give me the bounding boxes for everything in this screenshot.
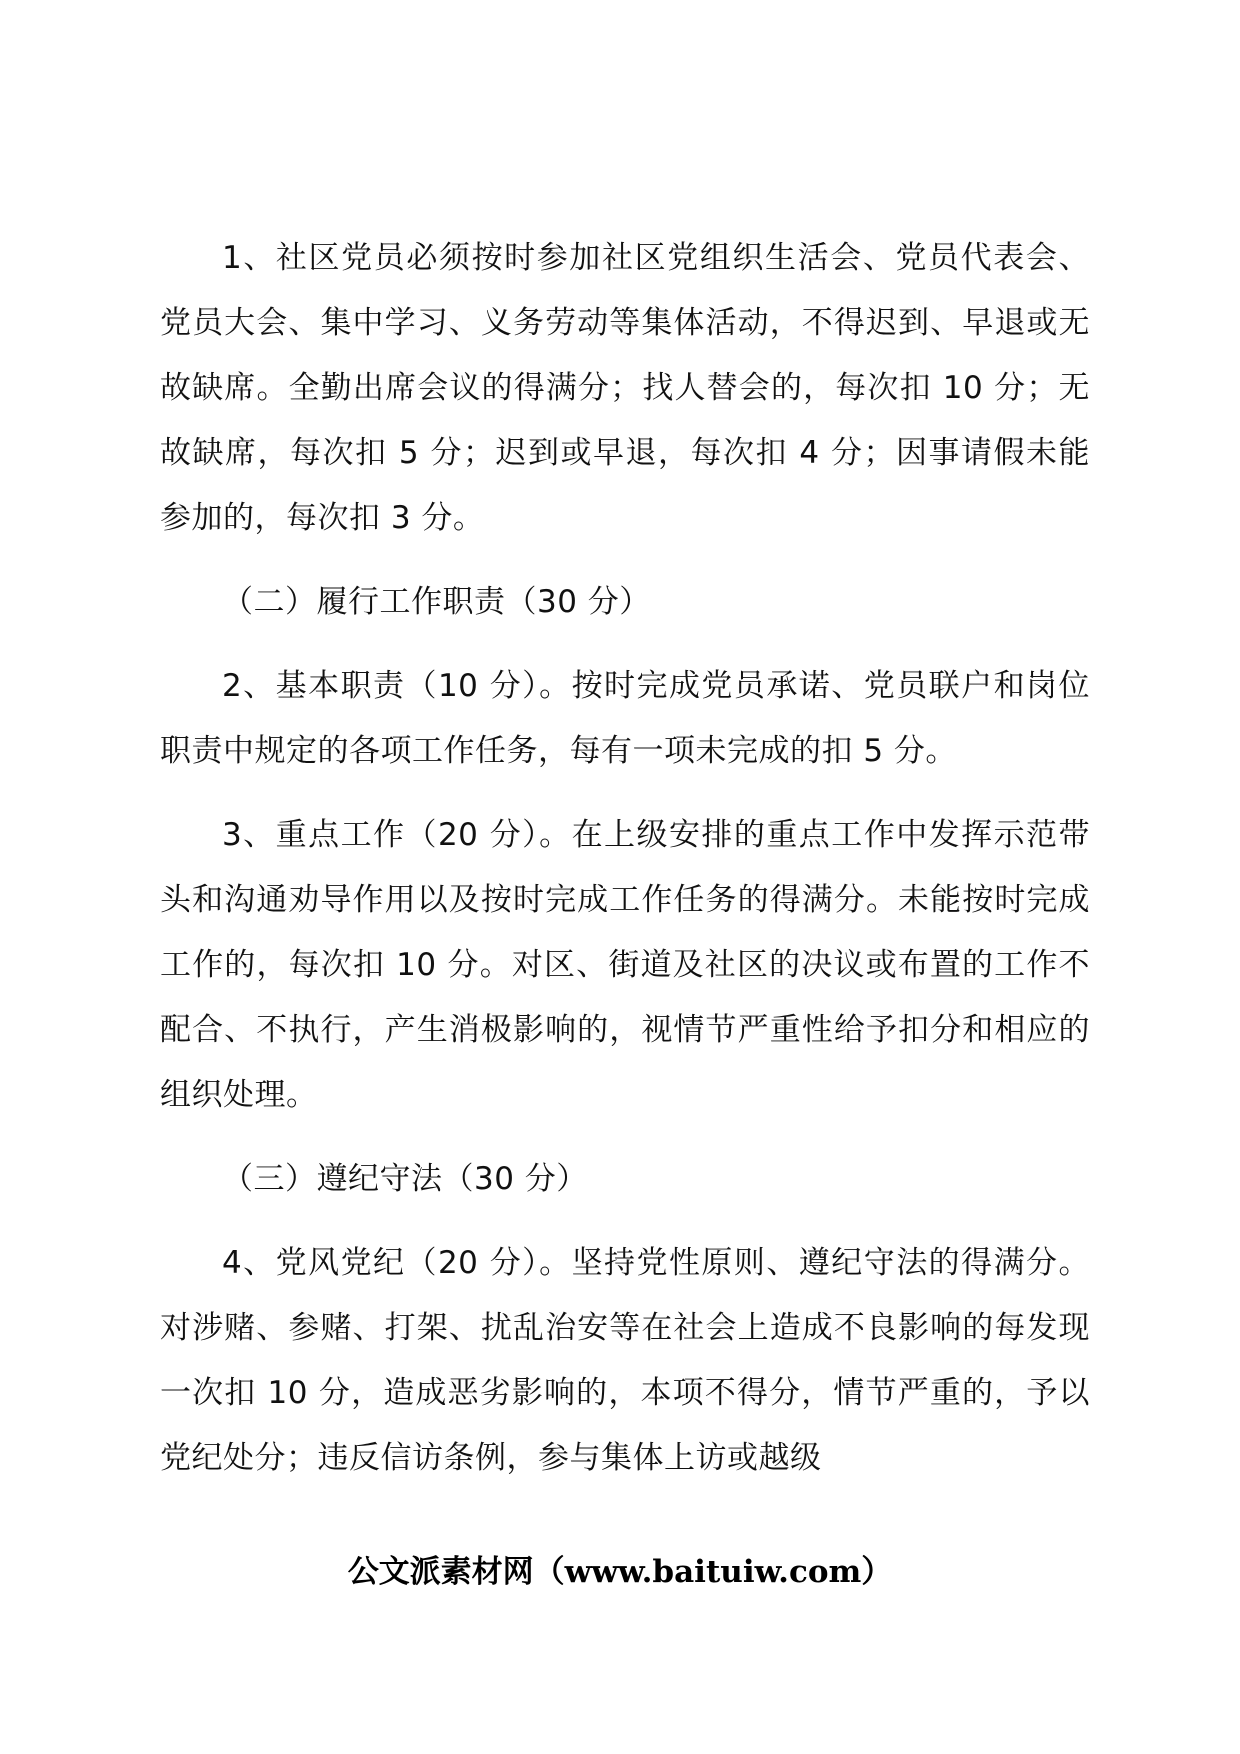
- paragraph-key-work: 3、重点工作（20 分）。在上级安排的重点工作中发挥示范带头和沟通劝导作用以及按时完成工作任务的得满分。未能按时完成工作的，每次扣 10 分。对区、街道及社区的决议或布置的工作不配合、不执行，产生消极影响的，视情节严重性给予扣分和相应的组织处理。: [160, 817, 1090, 1113]
- paragraph-party-discipline: 4、党风党纪（20 分）。坚持党性原则、遵纪守法的得满分。对涉赌、参赌、打架、扰乱治安等在社会上造成不良影响的每发现一次扣 10 分，造成恶劣影响的，本项不得分，情节严重的，予以党纪处分；违反信访条例，参与集体上访或越级: [160, 1245, 1090, 1476]
- section-heading-discipline: （三）遵纪守法（30 分）: [222, 1161, 588, 1197]
- document-body: [160, 226, 1090, 1491]
- footer-watermark: 公文派素材网（www.baituiw.com）: [347, 1554, 893, 1590]
- section-heading-duties: （二）履行工作职责（30 分）: [222, 584, 651, 620]
- paragraph-basic-duties: 2、基本职责（10 分）。按时完成党员承诺、党员联户和岗位职责中规定的各项工作任务，每有一项未完成的扣 5 分。: [160, 668, 1090, 769]
- paragraph-attendance-rules: 1、社区党员必须按时参加社区党组织生活会、党员代表会、党员大会、集中学习、义务劳动等集体活动，不得迟到、早退或无故缺席。全勤出席会议的得满分；找人替会的，每次扣 10 分；无故缺席，每次扣 5 分；迟到或早退，每次扣 4 分；因事请假未能参加的，每次扣 3 分。: [160, 240, 1090, 536]
